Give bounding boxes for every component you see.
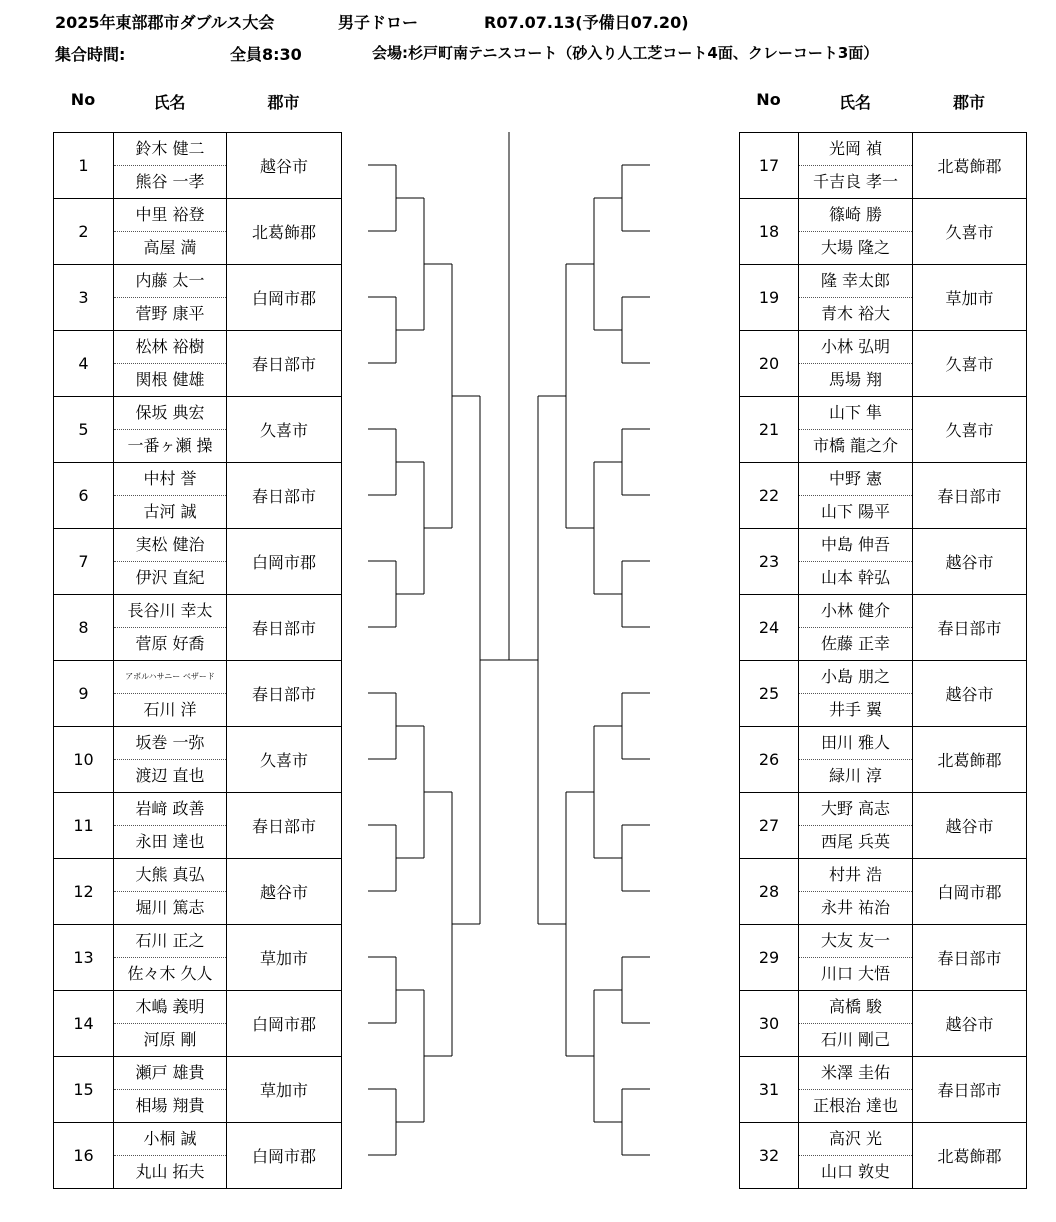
player-name-2: 関根 健雄 [135,370,205,389]
entry-number: 30 [740,991,799,1057]
entry-number: 19 [740,265,799,331]
player-name-2: 山下 陽平 [820,502,891,521]
player-name-2: 永井 祐治 [820,898,891,917]
player-name-1: 中里 裕登 [114,199,226,232]
player-name-2: 熊谷 一孝 [135,172,205,191]
entry-city: 越谷市 [913,661,1027,727]
entry-number: 11 [54,793,114,859]
player-name-2: 川口 大悟 [820,964,891,983]
player-name-1: アボルハサニー ベザード [114,661,226,694]
left-col-no-header: No [70,90,96,109]
player-name-2: 正根治 達也 [812,1096,899,1115]
player-name-1: 大友 友一 [799,925,912,958]
player-name-1: 坂巻 一弥 [114,727,226,760]
tournament-title: 2025年東部郡市ダブルス大会 [55,13,275,32]
player-name-2: 相場 翔貴 [135,1096,205,1115]
entry-city: 越谷市 [913,529,1027,595]
entry-city: 越谷市 [227,133,342,199]
entry-city: 久喜市 [227,397,342,463]
entry-number: 16 [54,1123,114,1189]
assembly-time: 全員8:30 [230,45,302,64]
player-name-2: 山口 敦史 [820,1162,891,1181]
player-name-2: 山本 幹弘 [820,568,891,587]
entry-number: 27 [740,793,799,859]
entry-number: 13 [54,925,114,991]
entry-number: 10 [54,727,114,793]
entry-city: 白岡市郡 [227,991,342,1057]
player-name-1: 瀬戸 雄貴 [114,1057,226,1090]
entry-city: 久喜市 [913,199,1027,265]
player-name-1: 田川 雅人 [799,727,912,760]
player-name-1: 保坂 典宏 [114,397,226,430]
entry-city: 白岡市郡 [227,1123,342,1189]
entry-city: 春日部市 [227,661,342,727]
entry-number: 23 [740,529,799,595]
entry-number: 9 [54,661,114,727]
player-name-2: 高屋 満 [143,238,197,257]
entry-city: 久喜市 [227,727,342,793]
player-name-1: 高橋 駿 [799,991,912,1024]
entry-number: 4 [54,331,114,397]
player-name-2: 菅原 好喬 [135,634,205,653]
assembly-label: 集合時間: [55,45,126,64]
entry-city: 春日部市 [227,595,342,661]
entry-number: 25 [740,661,799,727]
entry-number: 28 [740,859,799,925]
entry-city: 北葛飾郡 [227,199,342,265]
venue: 会場:杉戸町南テニスコート（砂入り人工芝コート4面、クレーコート3面） [372,44,879,62]
player-name-1: 高沢 光 [799,1123,912,1156]
entry-city: 草加市 [227,925,342,991]
right-col-name-header: 氏名 [838,93,871,112]
player-name-1: 岩﨑 政善 [114,793,226,826]
player-name-2: 千吉良 孝一 [812,172,899,191]
entry-city: 春日部市 [913,463,1027,529]
player-name-2: 菅野 康平 [135,304,205,323]
player-name-1: 鈴木 健二 [114,133,226,166]
player-name-2: 青木 裕大 [820,304,891,323]
entry-number: 20 [740,331,799,397]
entry-number: 32 [740,1123,799,1189]
player-name-2: 大場 隆之 [820,238,891,257]
entry-city: 北葛飾郡 [913,133,1027,199]
player-name-1: 木嶋 義明 [114,991,226,1024]
entry-city: 越谷市 [227,859,342,925]
player-name-2: 丸山 拓夫 [135,1162,205,1181]
player-name-2: 佐々木 久人 [127,964,213,983]
entry-number: 1 [54,133,114,199]
entry-number: 17 [740,133,799,199]
event-name: 男子ドロー [338,13,419,32]
player-name-1: 小林 健介 [799,595,912,628]
entry-number: 2 [54,199,114,265]
player-name-1: 内藤 太一 [114,265,226,298]
player-name-1: 山下 隼 [799,397,912,430]
entry-number: 12 [54,859,114,925]
entry-city: 白岡市郡 [227,529,342,595]
entry-city: 白岡市郡 [913,859,1027,925]
player-name-1: 中野 憲 [799,463,912,496]
entry-number: 3 [54,265,114,331]
entry-number: 26 [740,727,799,793]
player-name-2: 河原 剛 [143,1030,197,1049]
entry-number: 21 [740,397,799,463]
entry-number: 29 [740,925,799,991]
entry-number: 14 [54,991,114,1057]
player-name-1: 実松 健治 [114,529,226,562]
player-name-1: 中島 伸吾 [799,529,912,562]
entry-city: 北葛飾郡 [913,727,1027,793]
entry-number: 15 [54,1057,114,1123]
player-name-1: 中村 誉 [114,463,226,496]
entry-city: 白岡市郡 [227,265,342,331]
player-name-1: 光岡 禎 [799,133,912,166]
player-name-1: 小桐 誠 [114,1123,226,1156]
entry-city: 春日部市 [227,463,342,529]
entry-city: 春日部市 [227,793,342,859]
entry-city: 春日部市 [227,331,342,397]
player-name-2: 緑川 淳 [828,766,883,785]
player-name-2: 井手 翼 [828,700,883,719]
entry-city: 春日部市 [913,595,1027,661]
entry-number: 31 [740,1057,799,1123]
player-name-2: 古河 誠 [143,502,197,521]
entry-city: 春日部市 [913,925,1027,991]
entry-number: 7 [54,529,114,595]
player-name-2: 渡辺 直也 [135,766,205,785]
entry-number: 18 [740,199,799,265]
player-name-2: 石川 洋 [143,700,197,719]
tournament-date: R07.07.13(予備日07.20) [484,13,689,32]
player-name-1: 隆 幸太郎 [799,265,912,298]
entry-city: 春日部市 [913,1057,1027,1123]
left-col-city-header: 郡市 [267,93,300,112]
entry-city: 越谷市 [913,793,1027,859]
entry-city: 越谷市 [913,991,1027,1057]
player-name-2: 西尾 兵英 [820,832,891,851]
entry-number: 8 [54,595,114,661]
player-name-2: 伊沢 直紀 [135,568,205,587]
player-name-2: 一番ヶ瀬 操 [127,436,213,455]
right-col-no-header: No [756,90,781,109]
entry-city: 久喜市 [913,331,1027,397]
entry-number: 5 [54,397,114,463]
player-name-1: 村井 浩 [799,859,912,892]
player-name-1: 小林 弘明 [799,331,912,364]
left-col-name-header: 氏名 [153,93,186,112]
entry-city: 草加市 [913,265,1027,331]
player-name-1: 長谷川 幸太 [114,595,226,628]
player-name-1: 大熊 真弘 [114,859,226,892]
entry-city: 久喜市 [913,397,1027,463]
player-name-2: 石川 剛己 [820,1030,891,1049]
player-name-2: 市橋 龍之介 [812,436,899,455]
player-name-1: 大野 高志 [799,793,912,826]
player-name-1: 米澤 圭佑 [799,1057,912,1090]
player-name-2: 堀川 篤志 [135,898,205,917]
player-name-1: 小島 朋之 [799,661,912,694]
entry-number: 6 [54,463,114,529]
player-name-1: 石川 正之 [114,925,226,958]
player-name-2: 馬場 翔 [828,370,883,389]
player-name-1: 篠崎 勝 [799,199,912,232]
entry-city: 草加市 [227,1057,342,1123]
right-col-city-header: 郡市 [952,93,985,112]
entry-city: 北葛飾郡 [913,1123,1027,1189]
player-name-2: 佐藤 正幸 [820,634,891,653]
player-name-2: 永田 達也 [135,832,205,851]
entry-number: 22 [740,463,799,529]
entry-number: 24 [740,595,799,661]
player-name-1: 松林 裕樹 [114,331,226,364]
